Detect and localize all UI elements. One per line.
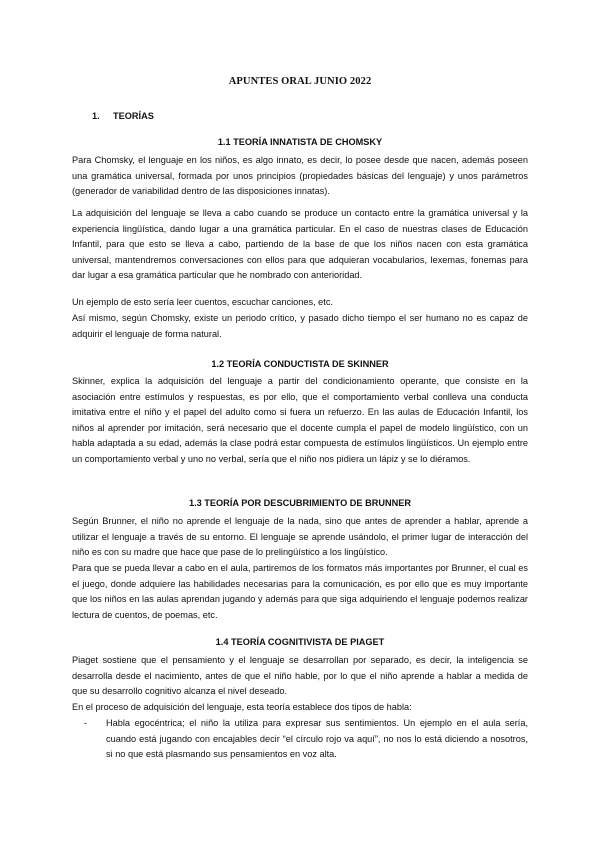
paragraph: Un ejemplo de esto sería leer cuentos, escuchar canciones, etc. bbox=[72, 297, 333, 307]
paragraph: En el proceso de adquisición del lenguaje, esta teoría establece dos tipos de habla: bbox=[72, 702, 412, 712]
paragraph: Piaget sostiene que el pensamiento y el lenguaje se desarrollan por separado, es decir, la inteligencia se desarrolla desde el nacimiento, antes de que el niño hable, por lo que el niño aprende a hablar a medida de que su desarrollo cognitivo alcanza el nivel deseado. bbox=[72, 655, 528, 697]
document-title: APUNTES ORAL JUNIO 2022 bbox=[228, 76, 372, 87]
section-title-skinner: 1.2 TEORÍA CONDUCTISTA DE SKINNER bbox=[211, 359, 389, 369]
section-title-chomsky: 1.1 TEORÍA INNATISTA DE CHOMSKY bbox=[217, 137, 383, 147]
list-item-text: Habla egocéntrica; el niño la utiliza para expresar sus sentimientos. Un ejemplo en el aula sería, cuando está jugando con encajables decir “el círculo rojo va aquí”, no nos lo está diciendo a nosotros, si no que está plasmando sus pensamientos en voz alta. bbox=[106, 718, 528, 760]
section-title-brunner: 1.3 TEORÍA POR DESCUBRIMIENTO DE BRUNNER bbox=[188, 498, 412, 508]
paragraph: La adquisición del lenguaje se lleva a cabo cuando se produce un contacto entre la gramática universal y la experiencia lingüística, dando lugar a una gramática particular. En el caso de nuestras clases de Educación Infantil, para que esto se lleva a cabo, partiendo de la base de que los niños nacen con esta gramática universal, mantendremos conversaciones con ellos para que adquieran vocabularios, lexemas, fonemas para dar lugar a esa gramática particular que he nombrado con anterioridad. bbox=[72, 208, 528, 281]
paragraph: Así mismo, según Chomsky, existe un periodo crítico, y pasado dicho tiempo el ser humano no es capaz de adquirir el lenguaje de forma natural. bbox=[72, 313, 528, 339]
paragraph: Según Brunner, el niño no aprende el lenguaje de la nada, sino que antes de aprender a hablar, aprende a utilizar el lenguaje a través de su entorno. El lenguaje se aprende usándolo, el primer lugar de interacción del niño es con su madre que hace que pase de lo prelingüístico a los lingüístico. bbox=[72, 516, 528, 558]
list-bullet: - bbox=[84, 718, 88, 728]
paragraph: Skinner, explica la adquisición del lenguaje a partir del condicionamiento operante, que consiste en la asociación entre estímulos y respuestas, es por ello, que el comportamiento verbal conlleva una conducta imitativa entre el niño y el papel del adulto como si fuera un refuerzo. En las aulas de Educación Infantil, los niños al aprender por imitación, será necesario que el docente cumpla el papel de modelo lingüístico, con un habla adaptada a su edad, además la clase podrá estar compuesta de estímulos lingüísticos. Un ejemplo entre un comportamiento verbal y uno no verbal, sería que el niño nos pidiera un lápiz y se lo diéramos. bbox=[72, 376, 528, 464]
heading-number: 1. bbox=[92, 111, 100, 121]
paragraph: Para que se pueda llevar a cabo en el aula, partiremos de los formatos más importantes por Brunner, el cual es el juego, donde adquiere las habilidades necesarias para la comunicación, es por ello que es muy importante que los niños en las aulas aprendan jugando y además para que siga adquiriendo el lenguaje podemos realizar lectura de cuentos, de poemas, etc. bbox=[72, 563, 528, 620]
paragraph: Para Chomsky, el lenguaje en los niños, es algo innato, es decir, lo posee desde que nacen, además poseen una gramática universal, formada por unos principios (propiedades básicas del lenguaje) y unos parámetros (generador de variabilidad dentro de las disposiciones innatas). bbox=[72, 155, 528, 197]
section-heading-teorias bbox=[92, 111, 154, 121]
section-title-piaget: 1.4 TEORÍA COGNITIVISTA DE PIAGET bbox=[215, 637, 385, 647]
heading-label: TEORÍAS bbox=[113, 111, 154, 121]
